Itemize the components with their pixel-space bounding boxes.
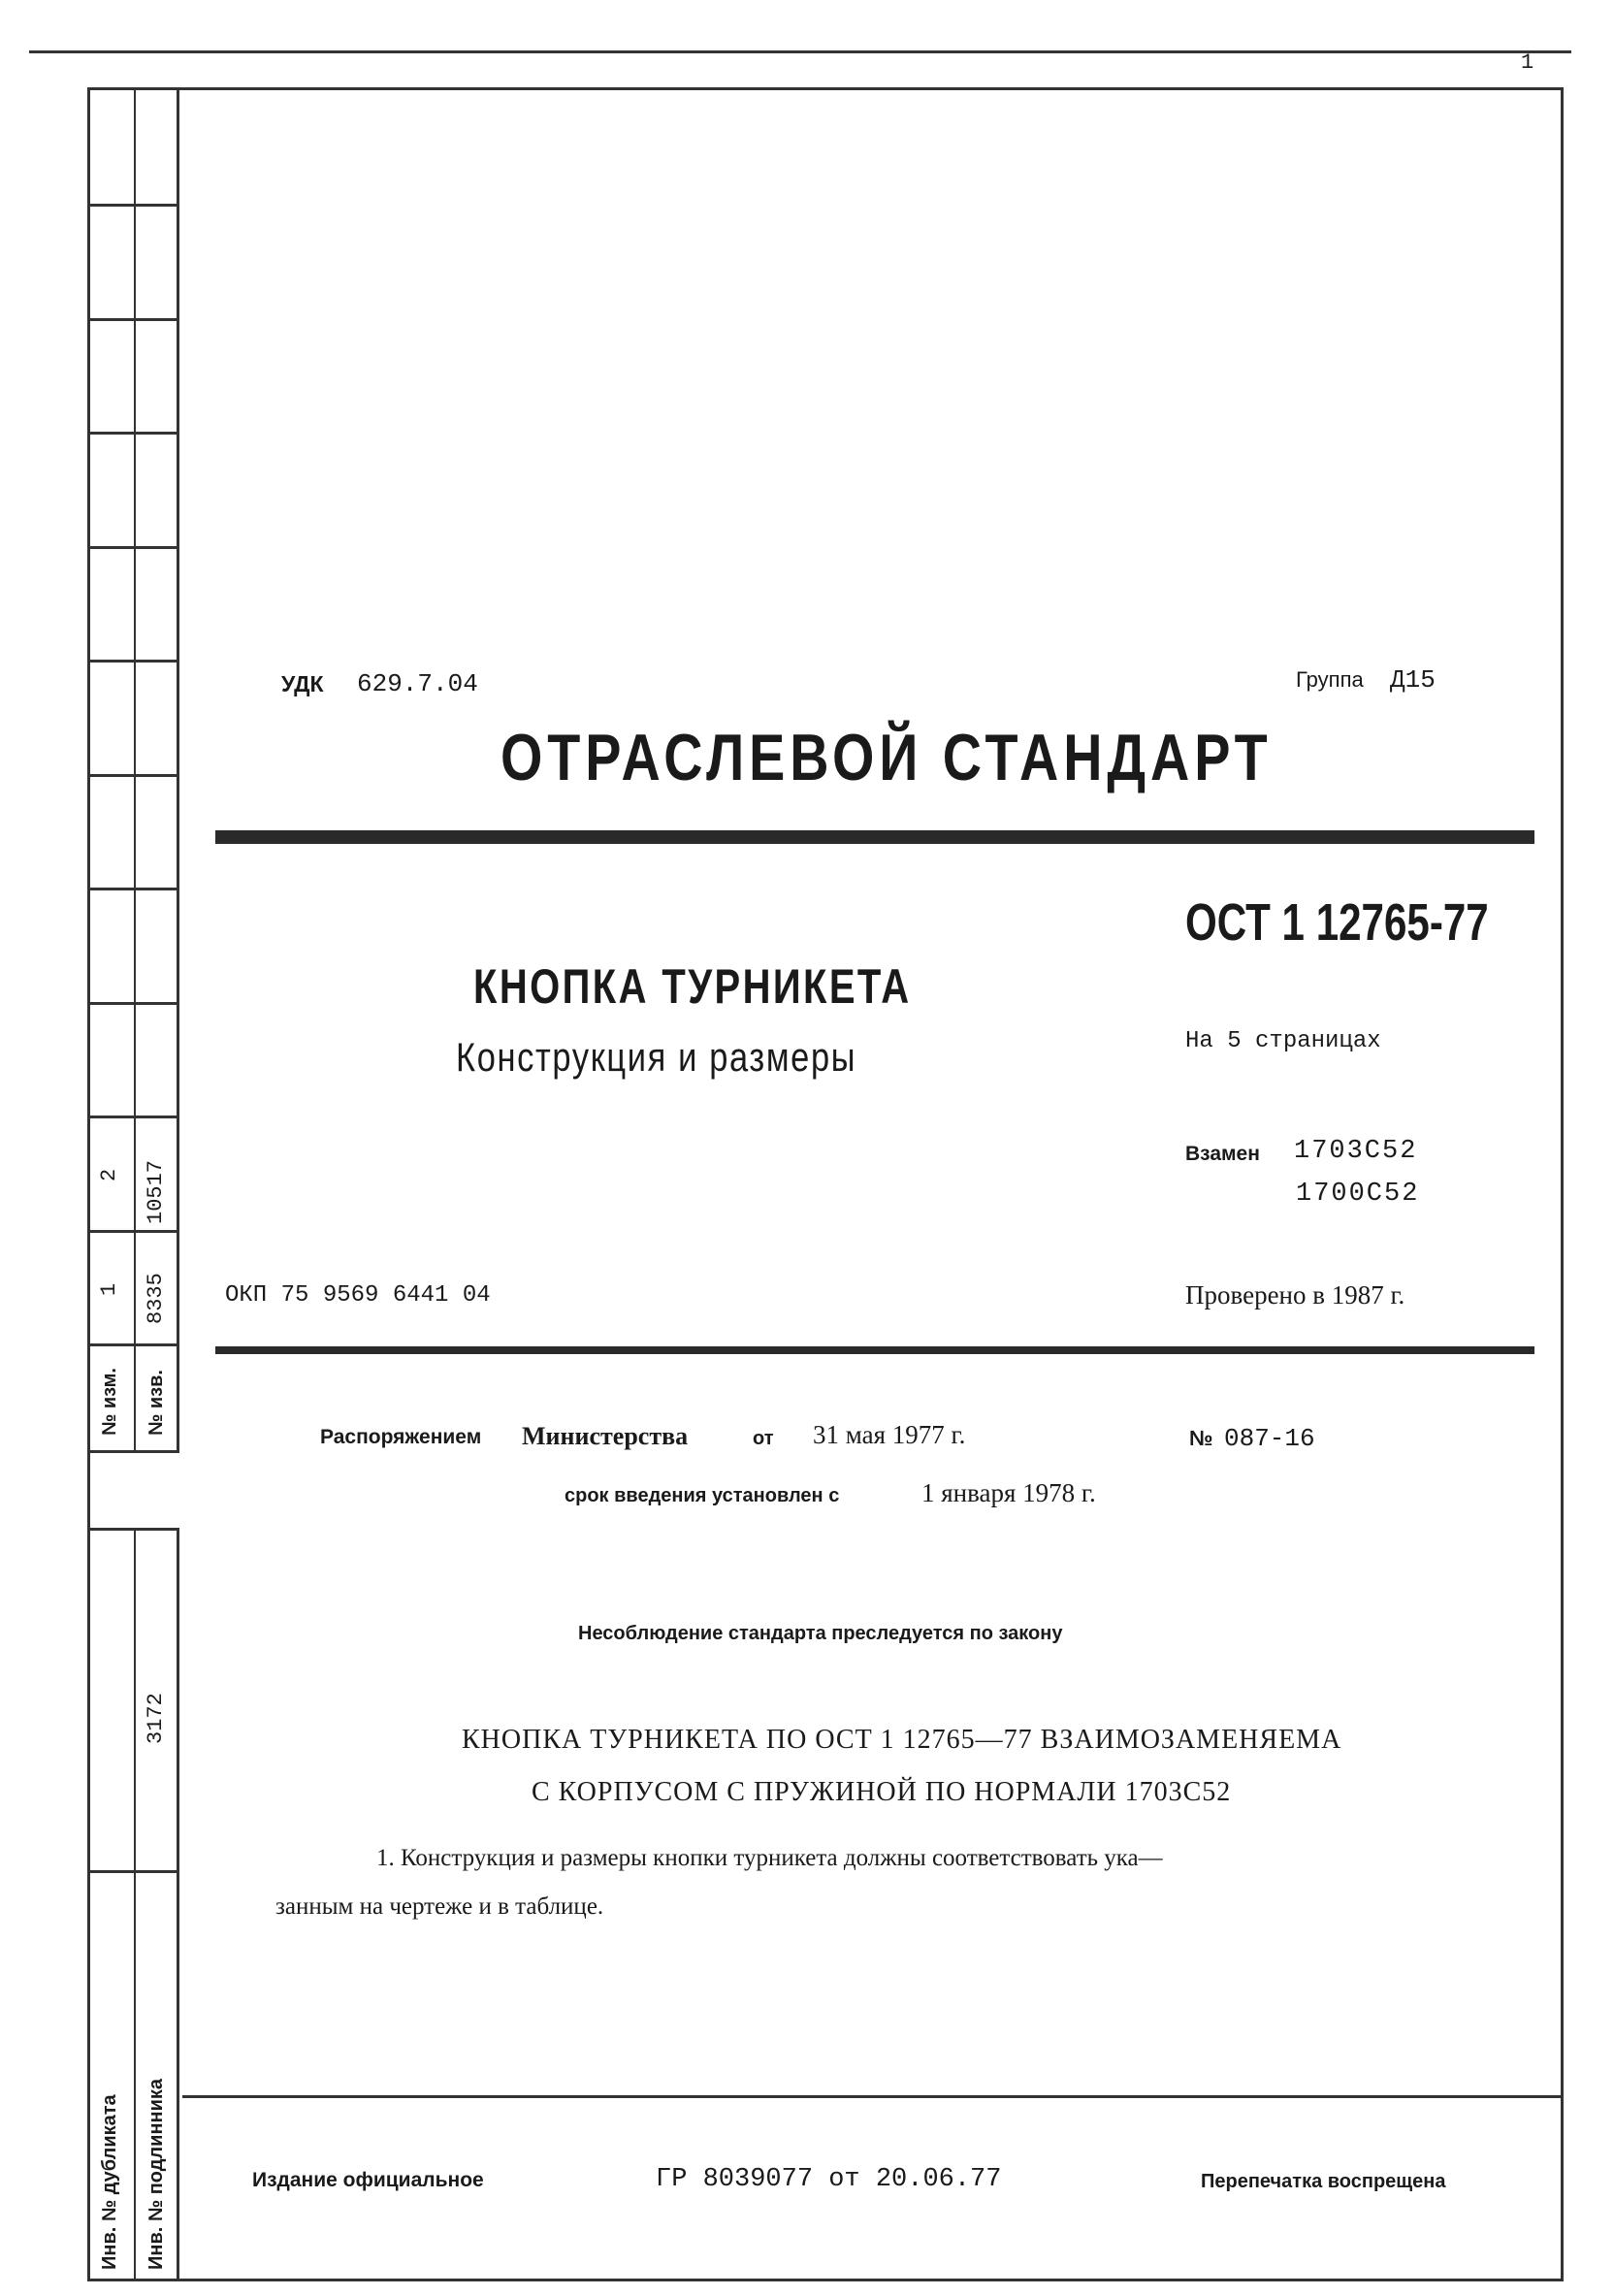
footer-official: Издание официальное: [252, 2169, 484, 2191]
izv-label: № изв.: [145, 1370, 167, 1436]
izv-value-10517: 10517: [144, 1159, 168, 1224]
strip-row-line: [87, 204, 179, 207]
paragraph-1-line-1: 1. Конструкция и размеры кнопки турникета должны соответствовать ука—: [376, 1845, 1163, 1871]
strip-row-line: [87, 1116, 179, 1118]
udk-value: 629.7.04: [357, 669, 478, 698]
legal-warning: Несоблюдение стандарта преследуется по закону: [578, 1623, 1063, 1644]
order-by-label: Распоряжением: [320, 1426, 482, 1448]
order-number-value: 087-16: [1224, 1424, 1315, 1453]
strip-row-line: [87, 660, 179, 663]
replaces-value-2: 1700С52: [1296, 1180, 1420, 1209]
main-title: ОТРАСЛЕВОЙ СТАНДАРТ: [500, 721, 1273, 794]
strip-row-line: [87, 774, 179, 777]
replaces-value-1: 1703С52: [1294, 1137, 1418, 1166]
strip-row-line: [87, 318, 179, 321]
izv-value-8335: 8335: [144, 1273, 168, 1324]
footer-rule: [182, 2095, 1564, 2098]
strip-lower-top: [87, 1528, 179, 1531]
strip-row-line: [87, 546, 179, 549]
interchange-line-1: КНОПКА ТУРНИКЕТА ПО ОСТ 1 12765—77 ВЗАИМОЗАМЕНЯЕМА: [462, 1725, 1342, 1755]
standard-number: ОСТ 1 12765-77: [1185, 893, 1489, 952]
izm-value-1: 1: [97, 1282, 121, 1296]
checked-year: Проверено в 1987 г.: [1185, 1280, 1405, 1310]
term-label: срок введения установлен с: [565, 1485, 840, 1506]
standard-subtitle: Конструкция и размеры: [456, 1034, 857, 1080]
order-from-label: от: [753, 1428, 774, 1449]
strip-lower-row: [87, 1870, 179, 1873]
strip-row-line: [87, 1450, 179, 1453]
side-strip-lower-divider: [134, 1528, 136, 2281]
strip-row-line: [87, 1343, 179, 1346]
group-value: Д15: [1390, 665, 1436, 695]
replaces-label: Взамен: [1185, 1143, 1260, 1165]
strip-row-line: [87, 1230, 179, 1233]
order-number-label: №: [1189, 1426, 1213, 1450]
footer-reprint: Перепечатка воспрещена: [1201, 2171, 1446, 2192]
page-number: 1: [1521, 50, 1534, 75]
strip-row-line: [87, 1002, 179, 1005]
order-date: 31 мая 1977 г.: [813, 1420, 966, 1449]
udk-label: УДК: [281, 671, 324, 696]
izm-label: № изм.: [99, 1368, 120, 1436]
group-label: Группа: [1296, 667, 1364, 692]
interchange-line-2: С КОРПУСОМ С ПРУЖИНОЙ ПО НОРМАЛИ 1703С52: [532, 1777, 1232, 1807]
strip-row-line: [87, 888, 179, 890]
order-ministry: Министерства: [522, 1422, 689, 1450]
inv-duplicate-label: Инв. № дубликата: [99, 2094, 120, 2270]
header-bottom-rule: [215, 1346, 1534, 1354]
inv-original-value: 3172: [144, 1693, 168, 1744]
term-date: 1 января 1978 г.: [921, 1478, 1096, 1507]
standard-title: КНОПКА ТУРНИКЕТА: [473, 959, 912, 1014]
inv-original-label: Инв. № подлинника: [145, 2078, 167, 2270]
okp-code: ОКП 75 9569 6441 04: [225, 1282, 491, 1309]
izm-value-2: 2: [97, 1168, 121, 1181]
strip-row-line: [87, 432, 179, 435]
side-strip-divider: [134, 87, 136, 1450]
pages-count: На 5 страницах: [1185, 1028, 1381, 1054]
title-rule: [215, 830, 1534, 844]
paragraph-1-line-2: занным на чертеже и в таблице.: [275, 1893, 604, 1920]
footer-registration: ГР 8039077 от 20.06.77: [656, 2165, 1002, 2194]
page-frame-top: [29, 50, 1571, 53]
